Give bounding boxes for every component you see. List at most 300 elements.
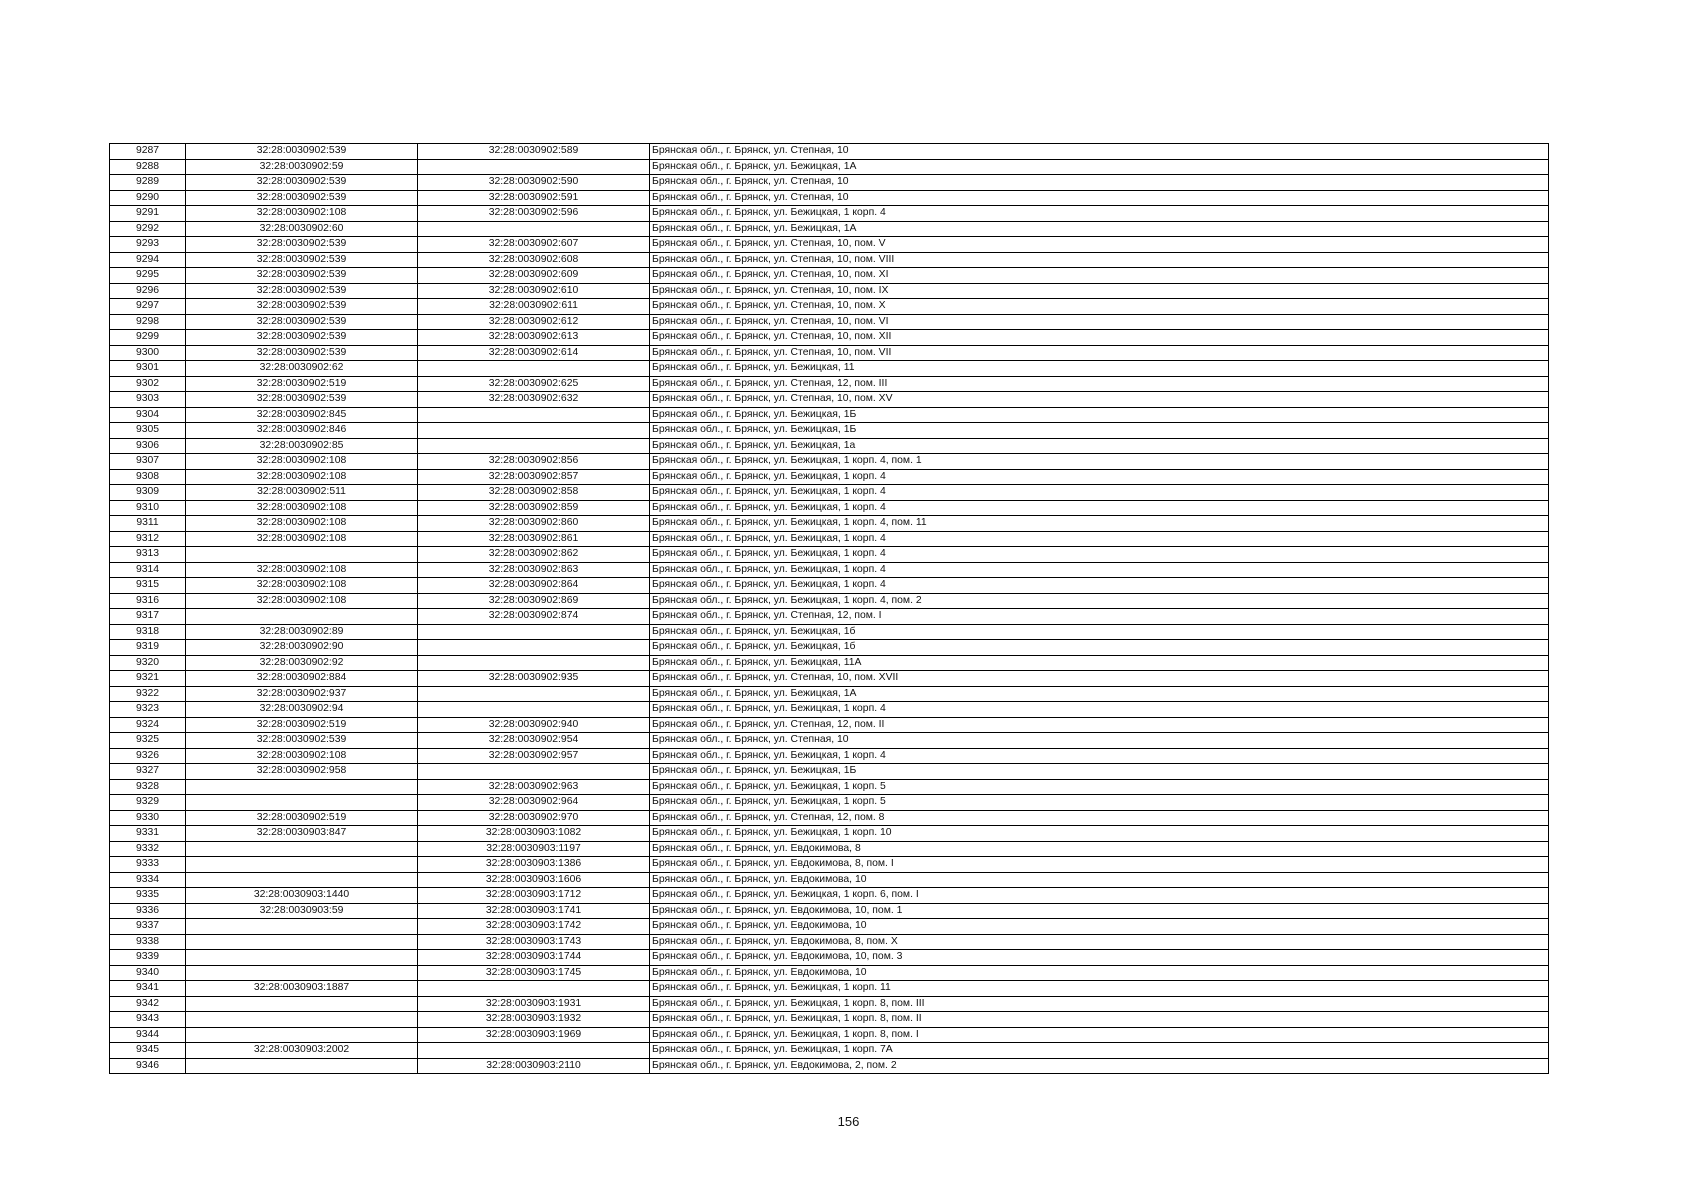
parent-cadastral-number-cell: 32:28:0030903:1440 (186, 888, 418, 904)
row-number-cell: 9288 (110, 159, 186, 175)
parent-cadastral-number-cell: 32:28:0030902:539 (186, 144, 418, 160)
parent-cadastral-number-cell: 32:28:0030902:539 (186, 345, 418, 361)
cadastral-number-cell: 32:28:0030902:935 (418, 671, 650, 687)
cadastral-number-cell: 32:28:0030903:1742 (418, 919, 650, 935)
row-number-cell: 9335 (110, 888, 186, 904)
address-cell: Брянская обл., г. Брянск, ул. Степная, 10, пом. V (650, 237, 1549, 253)
row-number-cell: 9290 (110, 190, 186, 206)
address-cell: Брянская обл., г. Брянск, ул. Степная, 12, пом. III (650, 376, 1549, 392)
address-cell: Брянская обл., г. Брянск, ул. Бежицкая, 1 корп. 4 (650, 469, 1549, 485)
cadastral-number-cell (418, 764, 650, 780)
parent-cadastral-number-cell: 32:28:0030902:539 (186, 330, 418, 346)
table-row (110, 717, 1549, 733)
cadastral-number-cell: 32:28:0030902:610 (418, 283, 650, 299)
address-cell: Брянская обл., г. Брянск, ул. Бежицкая, 1А (650, 159, 1549, 175)
parent-cadastral-number-cell: 32:28:0030902:846 (186, 423, 418, 439)
address-cell: Брянская обл., г. Брянск, ул. Бежицкая, 1Б (650, 407, 1549, 423)
row-number-cell: 9331 (110, 826, 186, 842)
parent-cadastral-number-cell (186, 872, 418, 888)
row-number-cell: 9303 (110, 392, 186, 408)
cadastral-number-cell: 32:28:0030902:596 (418, 206, 650, 222)
address-cell: Брянская обл., г. Брянск, ул. Евдокимова, 8, пом. I (650, 857, 1549, 873)
address-cell: Брянская обл., г. Брянск, ул. Бежицкая, 1б (650, 624, 1549, 640)
table-row (110, 562, 1549, 578)
table-row (110, 903, 1549, 919)
address-cell: Брянская обл., г. Брянск, ул. Бежицкая, 1Б (650, 423, 1549, 439)
cadastral-number-cell: 32:28:0030902:591 (418, 190, 650, 206)
table-row (110, 888, 1549, 904)
parent-cadastral-number-cell: 32:28:0030902:539 (186, 190, 418, 206)
cadastral-number-cell: 32:28:0030902:632 (418, 392, 650, 408)
address-cell: Брянская обл., г. Брянск, ул. Бежицкая, 11 (650, 361, 1549, 377)
table-row (110, 531, 1549, 547)
address-cell: Брянская обл., г. Брянск, ул. Бежицкая, 1А (650, 221, 1549, 237)
table-row (110, 748, 1549, 764)
cadastral-number-cell: 32:28:0030902:857 (418, 469, 650, 485)
cadastral-number-cell: 32:28:0030903:1931 (418, 996, 650, 1012)
row-number-cell: 9293 (110, 237, 186, 253)
cadastral-number-cell: 32:28:0030902:589 (418, 144, 650, 160)
cadastral-number-cell: 32:28:0030902:590 (418, 175, 650, 191)
row-number-cell: 9304 (110, 407, 186, 423)
table-row (110, 795, 1549, 811)
cadastral-number-cell: 32:28:0030902:940 (418, 717, 650, 733)
cadastral-number-cell (418, 981, 650, 997)
table-row (110, 640, 1549, 656)
parent-cadastral-number-cell: 32:28:0030902:539 (186, 392, 418, 408)
parent-cadastral-number-cell (186, 779, 418, 795)
parent-cadastral-number-cell (186, 609, 418, 625)
cadastral-number-cell: 32:28:0030902:869 (418, 593, 650, 609)
address-cell: Брянская обл., г. Брянск, ул. Бежицкая, 1 корп. 8, пом. II (650, 1012, 1549, 1028)
table-row (110, 702, 1549, 718)
table-row (110, 1043, 1549, 1059)
cadastral-number-cell: 32:28:0030902:608 (418, 252, 650, 268)
cadastral-number-cell (418, 438, 650, 454)
parent-cadastral-number-cell: 32:28:0030902:108 (186, 516, 418, 532)
table-row (110, 733, 1549, 749)
address-cell: Брянская обл., г. Брянск, ул. Евдокимова, 10 (650, 965, 1549, 981)
row-number-cell: 9299 (110, 330, 186, 346)
parent-cadastral-number-cell: 32:28:0030903:1887 (186, 981, 418, 997)
table-row (110, 144, 1549, 160)
row-number-cell: 9345 (110, 1043, 186, 1059)
cadastral-number-cell: 32:28:0030902:859 (418, 500, 650, 516)
cadastral-number-cell: 32:28:0030902:612 (418, 314, 650, 330)
parent-cadastral-number-cell: 32:28:0030902:92 (186, 655, 418, 671)
parent-cadastral-number-cell: 32:28:0030902:108 (186, 454, 418, 470)
row-number-cell: 9333 (110, 857, 186, 873)
address-cell: Брянская обл., г. Брянск, ул. Степная, 10, пом. IX (650, 283, 1549, 299)
address-cell: Брянская обл., г. Брянск, ул. Степная, 12, пом. 8 (650, 810, 1549, 826)
parent-cadastral-number-cell: 32:28:0030902:539 (186, 237, 418, 253)
table-row (110, 469, 1549, 485)
table-row (110, 1012, 1549, 1028)
row-number-cell: 9301 (110, 361, 186, 377)
parent-cadastral-number-cell: 32:28:0030902:539 (186, 314, 418, 330)
address-cell: Брянская обл., г. Брянск, ул. Степная, 10 (650, 733, 1549, 749)
table-row (110, 578, 1549, 594)
address-cell: Брянская обл., г. Брянск, ул. Степная, 10, пом. VI (650, 314, 1549, 330)
address-cell: Брянская обл., г. Брянск, ул. Степная, 10, пом. XV (650, 392, 1549, 408)
cadastral-number-cell: 32:28:0030902:963 (418, 779, 650, 795)
row-number-cell: 9291 (110, 206, 186, 222)
table-row (110, 655, 1549, 671)
cadastral-number-cell: 32:28:0030903:1932 (418, 1012, 650, 1028)
parent-cadastral-number-cell (186, 919, 418, 935)
address-cell: Брянская обл., г. Брянск, ул. Бежицкая, 1 корп. 5 (650, 795, 1549, 811)
address-cell: Брянская обл., г. Брянск, ул. Бежицкая, 1 корп. 5 (650, 779, 1549, 795)
parent-cadastral-number-cell: 32:28:0030902:108 (186, 500, 418, 516)
table-row (110, 392, 1549, 408)
row-number-cell: 9296 (110, 283, 186, 299)
table-row (110, 485, 1549, 501)
parent-cadastral-number-cell: 32:28:0030902:519 (186, 717, 418, 733)
address-cell: Брянская обл., г. Брянск, ул. Бежицкая, 1 корп. 6, пом. I (650, 888, 1549, 904)
cadastral-number-cell: 32:28:0030903:1197 (418, 841, 650, 857)
row-number-cell: 9330 (110, 810, 186, 826)
table-row (110, 1058, 1549, 1074)
row-number-cell: 9287 (110, 144, 186, 160)
address-cell: Брянская обл., г. Брянск, ул. Бежицкая, 1б (650, 640, 1549, 656)
row-number-cell: 9295 (110, 268, 186, 284)
parent-cadastral-number-cell: 32:28:0030902:60 (186, 221, 418, 237)
address-cell: Брянская обл., г. Брянск, ул. Степная, 10, пом. X (650, 299, 1549, 315)
address-cell: Брянская обл., г. Брянск, ул. Бежицкая, 1 корп. 4 (650, 562, 1549, 578)
row-number-cell: 9311 (110, 516, 186, 532)
cadastral-number-cell: 32:28:0030903:1606 (418, 872, 650, 888)
cadastral-number-cell (418, 640, 650, 656)
address-cell: Брянская обл., г. Брянск, ул. Степная, 12, пом. II (650, 717, 1549, 733)
address-cell: Брянская обл., г. Брянск, ул. Степная, 10 (650, 175, 1549, 191)
parent-cadastral-number-cell: 32:28:0030902:539 (186, 252, 418, 268)
cadastral-number-cell: 32:28:0030902:861 (418, 531, 650, 547)
row-number-cell: 9323 (110, 702, 186, 718)
table-row (110, 950, 1549, 966)
table-row (110, 283, 1549, 299)
table-row (110, 609, 1549, 625)
row-number-cell: 9320 (110, 655, 186, 671)
table-row (110, 330, 1549, 346)
table-row (110, 268, 1549, 284)
parent-cadastral-number-cell: 32:28:0030902:958 (186, 764, 418, 780)
table-row (110, 779, 1549, 795)
row-number-cell: 9316 (110, 593, 186, 609)
registry-table (109, 143, 1549, 1074)
cadastral-number-cell (418, 624, 650, 640)
cadastral-number-cell: 32:28:0030902:862 (418, 547, 650, 563)
row-number-cell: 9317 (110, 609, 186, 625)
row-number-cell: 9294 (110, 252, 186, 268)
row-number-cell: 9307 (110, 454, 186, 470)
row-number-cell: 9328 (110, 779, 186, 795)
row-number-cell: 9298 (110, 314, 186, 330)
parent-cadastral-number-cell: 32:28:0030902:539 (186, 175, 418, 191)
address-cell: Брянская обл., г. Брянск, ул. Степная, 10, пом. XVII (650, 671, 1549, 687)
row-number-cell: 9342 (110, 996, 186, 1012)
address-cell: Брянская обл., г. Брянск, ул. Бежицкая, 1 корп. 4 (650, 485, 1549, 501)
parent-cadastral-number-cell: 32:28:0030903:2002 (186, 1043, 418, 1059)
parent-cadastral-number-cell: 32:28:0030902:94 (186, 702, 418, 718)
table-row (110, 454, 1549, 470)
parent-cadastral-number-cell: 32:28:0030902:108 (186, 593, 418, 609)
parent-cadastral-number-cell: 32:28:0030902:539 (186, 733, 418, 749)
table-row (110, 345, 1549, 361)
address-cell: Брянская обл., г. Брянск, ул. Евдокимова, 8, пом. X (650, 934, 1549, 950)
cadastral-number-cell: 32:28:0030902:957 (418, 748, 650, 764)
cadastral-number-cell (418, 686, 650, 702)
parent-cadastral-number-cell: 32:28:0030902:59 (186, 159, 418, 175)
row-number-cell: 9329 (110, 795, 186, 811)
address-cell: Брянская обл., г. Брянск, ул. Бежицкая, 1 корп. 10 (650, 826, 1549, 842)
row-number-cell: 9302 (110, 376, 186, 392)
parent-cadastral-number-cell: 32:28:0030902:108 (186, 562, 418, 578)
cadastral-number-cell: 32:28:0030902:611 (418, 299, 650, 315)
table-row (110, 423, 1549, 439)
page-number: 156 (837, 1114, 860, 1129)
cadastral-number-cell: 32:28:0030902:625 (418, 376, 650, 392)
parent-cadastral-number-cell: 32:28:0030902:937 (186, 686, 418, 702)
parent-cadastral-number-cell: 32:28:0030902:519 (186, 810, 418, 826)
table-row (110, 965, 1549, 981)
cadastral-number-cell: 32:28:0030902:970 (418, 810, 650, 826)
address-cell: Брянская обл., г. Брянск, ул. Степная, 10 (650, 144, 1549, 160)
row-number-cell: 9332 (110, 841, 186, 857)
table-row (110, 996, 1549, 1012)
address-cell: Брянская обл., г. Брянск, ул. Бежицкая, 1 корп. 4, пом. 1 (650, 454, 1549, 470)
row-number-cell: 9325 (110, 733, 186, 749)
address-cell: Брянская обл., г. Брянск, ул. Бежицкая, 1 корп. 4 (650, 578, 1549, 594)
parent-cadastral-number-cell (186, 965, 418, 981)
cadastral-number-cell: 32:28:0030903:1741 (418, 903, 650, 919)
cadastral-number-cell: 32:28:0030902:864 (418, 578, 650, 594)
cadastral-number-cell: 32:28:0030903:1969 (418, 1027, 650, 1043)
row-number-cell: 9309 (110, 485, 186, 501)
table-row (110, 516, 1549, 532)
cadastral-number-cell (418, 1043, 650, 1059)
registry-table-body (110, 144, 1549, 1074)
address-cell: Брянская обл., г. Брянск, ул. Бежицкая, 1 корп. 4 (650, 547, 1549, 563)
row-number-cell: 9321 (110, 671, 186, 687)
table-row (110, 841, 1549, 857)
parent-cadastral-number-cell (186, 547, 418, 563)
table-row (110, 252, 1549, 268)
row-number-cell: 9346 (110, 1058, 186, 1074)
parent-cadastral-number-cell (186, 857, 418, 873)
parent-cadastral-number-cell: 32:28:0030902:85 (186, 438, 418, 454)
address-cell: Брянская обл., г. Брянск, ул. Бежицкая, 1 корп. 8, пом. I (650, 1027, 1549, 1043)
address-cell: Брянская обл., г. Брянск, ул. Бежицкая, 1 корп. 4 (650, 748, 1549, 764)
parent-cadastral-number-cell: 32:28:0030902:519 (186, 376, 418, 392)
cadastral-number-cell: 32:28:0030903:1712 (418, 888, 650, 904)
parent-cadastral-number-cell: 32:28:0030902:539 (186, 268, 418, 284)
row-number-cell: 9336 (110, 903, 186, 919)
table-row (110, 671, 1549, 687)
parent-cadastral-number-cell: 32:28:0030903:847 (186, 826, 418, 842)
row-number-cell: 9310 (110, 500, 186, 516)
cadastral-number-cell: 32:28:0030902:856 (418, 454, 650, 470)
address-cell: Брянская обл., г. Брянск, ул. Евдокимова, 8 (650, 841, 1549, 857)
parent-cadastral-number-cell (186, 996, 418, 1012)
address-cell: Брянская обл., г. Брянск, ул. Степная, 10 (650, 190, 1549, 206)
parent-cadastral-number-cell: 32:28:0030902:108 (186, 469, 418, 485)
address-cell: Брянская обл., г. Брянск, ул. Бежицкая, 1 корп. 8, пом. III (650, 996, 1549, 1012)
cadastral-number-cell (418, 407, 650, 423)
row-number-cell: 9343 (110, 1012, 186, 1028)
cadastral-number-cell: 32:28:0030903:1745 (418, 965, 650, 981)
row-number-cell: 9313 (110, 547, 186, 563)
address-cell: Брянская обл., г. Брянск, ул. Евдокимова, 10 (650, 872, 1549, 888)
row-number-cell: 9324 (110, 717, 186, 733)
address-cell: Брянская обл., г. Брянск, ул. Бежицкая, 1Б (650, 764, 1549, 780)
row-number-cell: 9289 (110, 175, 186, 191)
parent-cadastral-number-cell (186, 1012, 418, 1028)
cadastral-number-cell: 32:28:0030903:1082 (418, 826, 650, 842)
cadastral-number-cell (418, 159, 650, 175)
cadastral-number-cell: 32:28:0030903:1386 (418, 857, 650, 873)
cadastral-number-cell: 32:28:0030903:2110 (418, 1058, 650, 1074)
address-cell: Брянская обл., г. Брянск, ул. Бежицкая, 11А (650, 655, 1549, 671)
address-cell: Брянская обл., г. Брянск, ул. Бежицкая, 1 корп. 4, пом. 2 (650, 593, 1549, 609)
table-row (110, 299, 1549, 315)
row-number-cell: 9339 (110, 950, 186, 966)
parent-cadastral-number-cell (186, 1058, 418, 1074)
parent-cadastral-number-cell: 32:28:0030902:539 (186, 299, 418, 315)
parent-cadastral-number-cell: 32:28:0030902:62 (186, 361, 418, 377)
cadastral-number-cell: 32:28:0030902:858 (418, 485, 650, 501)
cadastral-number-cell: 32:28:0030903:1743 (418, 934, 650, 950)
row-number-cell: 9326 (110, 748, 186, 764)
address-cell: Брянская обл., г. Брянск, ул. Бежицкая, 1 корп. 7А (650, 1043, 1549, 1059)
table-row (110, 1027, 1549, 1043)
parent-cadastral-number-cell (186, 841, 418, 857)
cadastral-number-cell: 32:28:0030902:964 (418, 795, 650, 811)
cadastral-number-cell (418, 361, 650, 377)
table-row (110, 981, 1549, 997)
parent-cadastral-number-cell (186, 934, 418, 950)
row-number-cell: 9306 (110, 438, 186, 454)
row-number-cell: 9292 (110, 221, 186, 237)
row-number-cell: 9300 (110, 345, 186, 361)
row-number-cell: 9314 (110, 562, 186, 578)
address-cell: Брянская обл., г. Брянск, ул. Степная, 10, пом. VII (650, 345, 1549, 361)
row-number-cell: 9319 (110, 640, 186, 656)
table-row (110, 624, 1549, 640)
cadastral-number-cell (418, 423, 650, 439)
address-cell: Брянская обл., г. Брянск, ул. Евдокимова, 10, пом. 1 (650, 903, 1549, 919)
table-row (110, 314, 1549, 330)
cadastral-number-cell: 32:28:0030902:613 (418, 330, 650, 346)
address-cell: Брянская обл., г. Брянск, ул. Бежицкая, 1 корп. 11 (650, 981, 1549, 997)
cadastral-number-cell: 32:28:0030902:874 (418, 609, 650, 625)
table-row (110, 764, 1549, 780)
row-number-cell: 9322 (110, 686, 186, 702)
table-row (110, 826, 1549, 842)
table-row (110, 407, 1549, 423)
cadastral-number-cell (418, 702, 650, 718)
cadastral-number-cell: 32:28:0030902:609 (418, 268, 650, 284)
table-row (110, 237, 1549, 253)
cadastral-number-cell: 32:28:0030902:607 (418, 237, 650, 253)
row-number-cell: 9344 (110, 1027, 186, 1043)
parent-cadastral-number-cell (186, 795, 418, 811)
address-cell: Брянская обл., г. Брянск, ул. Бежицкая, 1А (650, 686, 1549, 702)
parent-cadastral-number-cell (186, 950, 418, 966)
parent-cadastral-number-cell: 32:28:0030902:845 (186, 407, 418, 423)
table-row (110, 919, 1549, 935)
parent-cadastral-number-cell: 32:28:0030902:884 (186, 671, 418, 687)
parent-cadastral-number-cell (186, 1027, 418, 1043)
address-cell: Брянская обл., г. Брянск, ул. Бежицкая, 1 корп. 4 (650, 531, 1549, 547)
address-cell: Брянская обл., г. Брянск, ул. Евдокимова, 2, пом. 2 (650, 1058, 1549, 1074)
address-cell: Брянская обл., г. Брянск, ул. Степная, 12, пом. I (650, 609, 1549, 625)
cadastral-number-cell: 32:28:0030902:860 (418, 516, 650, 532)
address-cell: Брянская обл., г. Брянск, ул. Бежицкая, 1 корп. 4, пом. 11 (650, 516, 1549, 532)
table-row (110, 159, 1549, 175)
row-number-cell: 9318 (110, 624, 186, 640)
table-row (110, 361, 1549, 377)
table-row (110, 438, 1549, 454)
parent-cadastral-number-cell: 32:28:0030903:59 (186, 903, 418, 919)
table-row (110, 547, 1549, 563)
table-row (110, 175, 1549, 191)
cadastral-number-cell: 32:28:0030902:863 (418, 562, 650, 578)
row-number-cell: 9305 (110, 423, 186, 439)
table-row (110, 190, 1549, 206)
parent-cadastral-number-cell: 32:28:0030902:539 (186, 283, 418, 299)
cadastral-number-cell (418, 655, 650, 671)
row-number-cell: 9341 (110, 981, 186, 997)
row-number-cell: 9297 (110, 299, 186, 315)
address-cell: Брянская обл., г. Брянск, ул. Степная, 10, пом. XII (650, 330, 1549, 346)
parent-cadastral-number-cell: 32:28:0030902:90 (186, 640, 418, 656)
table-row (110, 857, 1549, 873)
address-cell: Брянская обл., г. Брянск, ул. Бежицкая, 1 корп. 4 (650, 206, 1549, 222)
table-row (110, 934, 1549, 950)
row-number-cell: 9340 (110, 965, 186, 981)
table-row (110, 810, 1549, 826)
parent-cadastral-number-cell: 32:28:0030902:108 (186, 578, 418, 594)
table-row (110, 221, 1549, 237)
address-cell: Брянская обл., г. Брянск, ул. Евдокимова, 10, пом. 3 (650, 950, 1549, 966)
table-row (110, 686, 1549, 702)
address-cell: Брянская обл., г. Брянск, ул. Бежицкая, 1 корп. 4 (650, 500, 1549, 516)
parent-cadastral-number-cell: 32:28:0030902:108 (186, 748, 418, 764)
parent-cadastral-number-cell: 32:28:0030902:108 (186, 531, 418, 547)
row-number-cell: 9337 (110, 919, 186, 935)
table-row (110, 593, 1549, 609)
address-cell: Брянская обл., г. Брянск, ул. Степная, 10, пом. VIII (650, 252, 1549, 268)
address-cell: Брянская обл., г. Брянск, ул. Степная, 10, пом. XI (650, 268, 1549, 284)
row-number-cell: 9308 (110, 469, 186, 485)
parent-cadastral-number-cell: 32:28:0030902:108 (186, 206, 418, 222)
row-number-cell: 9338 (110, 934, 186, 950)
row-number-cell: 9312 (110, 531, 186, 547)
row-number-cell: 9315 (110, 578, 186, 594)
row-number-cell: 9334 (110, 872, 186, 888)
table-row (110, 500, 1549, 516)
parent-cadastral-number-cell: 32:28:0030902:511 (186, 485, 418, 501)
address-cell: Брянская обл., г. Брянск, ул. Бежицкая, 1 корп. 4 (650, 702, 1549, 718)
cadastral-number-cell: 32:28:0030903:1744 (418, 950, 650, 966)
address-cell: Брянская обл., г. Брянск, ул. Бежицкая, 1а (650, 438, 1549, 454)
cadastral-number-cell: 32:28:0030902:614 (418, 345, 650, 361)
parent-cadastral-number-cell: 32:28:0030902:89 (186, 624, 418, 640)
cadastral-number-cell (418, 221, 650, 237)
address-cell: Брянская обл., г. Брянск, ул. Евдокимова, 10 (650, 919, 1549, 935)
table-row (110, 376, 1549, 392)
table-row (110, 872, 1549, 888)
